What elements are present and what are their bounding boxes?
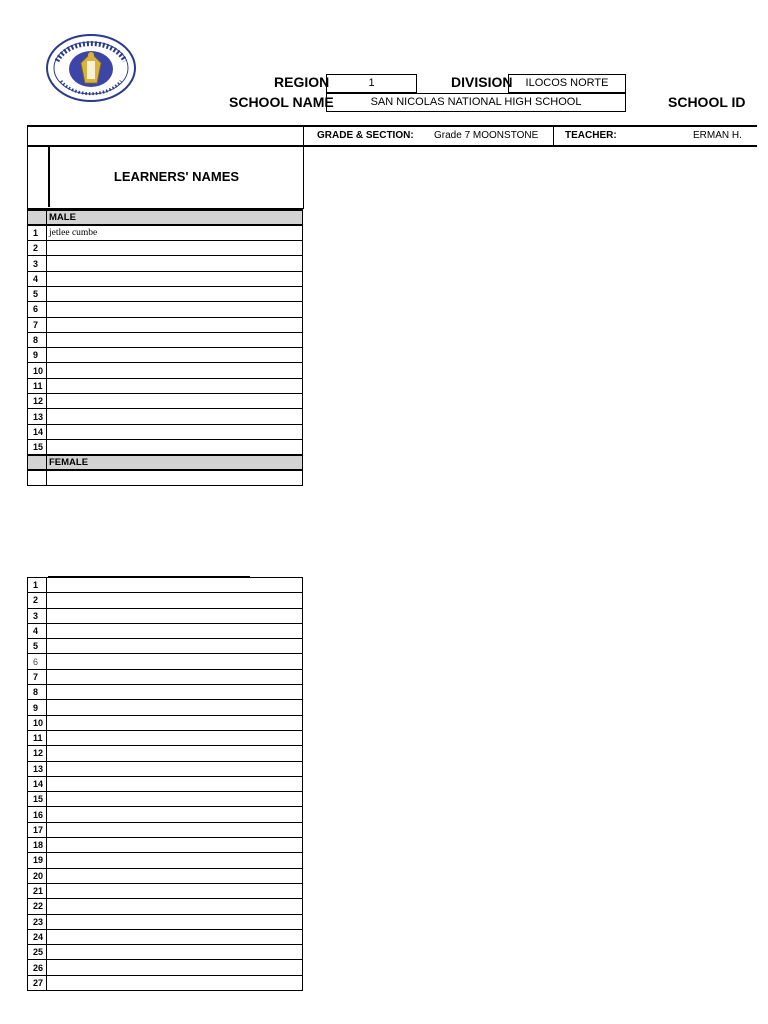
table-row [28, 623, 303, 638]
row-number: 6 [28, 654, 47, 669]
row-number: 22 [28, 899, 47, 914]
row-number: 14 [28, 776, 47, 791]
table-row [28, 685, 303, 700]
learner-name-cell[interactable] [47, 807, 303, 822]
learner-name-cell[interactable] [47, 256, 303, 271]
table-row [28, 363, 303, 378]
row-number: 4 [28, 271, 47, 286]
row-number: 17 [28, 822, 47, 837]
table-row [28, 654, 303, 669]
table-row [28, 608, 303, 623]
school-id-label: SCHOOL ID [668, 94, 746, 110]
region-label: REGION [274, 74, 330, 90]
table-row [28, 776, 303, 791]
section-label: FEMALE [47, 455, 303, 470]
learner-name-cell[interactable] [47, 868, 303, 883]
table-row [28, 960, 303, 975]
school-name-label: SCHOOL NAME [229, 94, 334, 110]
row-number: 16 [28, 807, 47, 822]
learner-name-cell[interactable] [47, 838, 303, 853]
row-number: 14 [28, 424, 47, 439]
deped-seal-icon [45, 33, 137, 103]
section-row [28, 455, 303, 470]
learner-name-cell[interactable] [47, 822, 303, 837]
row-number: 2 [28, 241, 47, 256]
table-row [28, 807, 303, 822]
learner-name-cell[interactable] [47, 654, 303, 669]
table-row [28, 669, 303, 684]
table-row [28, 899, 303, 914]
table-row [28, 286, 303, 301]
table-row [28, 225, 303, 240]
learner-name-cell[interactable] [47, 685, 303, 700]
learner-name-cell[interactable] [47, 914, 303, 929]
row-number [28, 470, 47, 485]
learner-name-cell[interactable] [47, 271, 303, 286]
table-row [28, 838, 303, 853]
learner-name-cell[interactable] [47, 623, 303, 638]
learner-name-cell[interactable] [47, 608, 303, 623]
learner-name-cell[interactable] [47, 578, 303, 593]
learner-name-cell[interactable] [47, 776, 303, 791]
learner-name-cell[interactable] [47, 715, 303, 730]
row-number: 25 [28, 945, 47, 960]
learner-name-cell[interactable] [47, 746, 303, 761]
table-row [28, 822, 303, 837]
table-row [28, 593, 303, 608]
learner-name-cell[interactable] [47, 899, 303, 914]
table-row [28, 914, 303, 929]
row-number: 13 [28, 409, 47, 424]
table-row [28, 975, 303, 990]
table-row [28, 424, 303, 439]
table-row [28, 271, 303, 286]
learner-name-cell[interactable] [47, 639, 303, 654]
learner-name-cell[interactable] [47, 424, 303, 439]
division-field[interactable]: ILOCOS NORTE [508, 74, 626, 93]
row-number: 7 [28, 317, 47, 332]
learner-name-cell[interactable] [47, 593, 303, 608]
grade-section-value[interactable]: Grade 7 MOONSTONE [434, 130, 539, 141]
row-number: 24 [28, 929, 47, 944]
table-row [28, 256, 303, 271]
table-row [28, 746, 303, 761]
learner-name-cell[interactable] [47, 761, 303, 776]
table-row [28, 945, 303, 960]
learner-name-cell[interactable] [47, 853, 303, 868]
learner-name-cell[interactable] [47, 929, 303, 944]
row-number [28, 455, 47, 470]
row-number: 15 [28, 439, 47, 454]
row-number: 11 [28, 730, 47, 745]
table-row [28, 883, 303, 898]
table-row [28, 241, 303, 256]
row-number [28, 210, 47, 225]
table-row [28, 792, 303, 807]
row-number: 1 [28, 225, 47, 240]
table-row [28, 302, 303, 317]
row-number: 27 [28, 975, 47, 990]
row-number: 7 [28, 669, 47, 684]
row-number: 5 [28, 286, 47, 301]
table-row [28, 929, 303, 944]
learner-name-cell[interactable] [47, 378, 303, 393]
table-row [28, 332, 303, 347]
learner-name-cell[interactable] [47, 470, 303, 485]
row-number: 1 [28, 578, 47, 593]
row-number: 13 [28, 761, 47, 776]
table-row [28, 578, 303, 593]
learner-name-cell[interactable] [47, 317, 303, 332]
learner-name-cell[interactable] [47, 302, 303, 317]
table-row [28, 470, 303, 485]
teacher-label: TEACHER: [565, 130, 617, 141]
learners-table [27, 209, 303, 486]
learner-name-cell[interactable] [47, 363, 303, 378]
row-number: 10 [28, 363, 47, 378]
row-number: 20 [28, 868, 47, 883]
table-row [28, 761, 303, 776]
learner-name-cell[interactable] [47, 700, 303, 715]
table-row [28, 348, 303, 363]
row-number: 8 [28, 332, 47, 347]
row-number: 19 [28, 853, 47, 868]
row-number: 15 [28, 792, 47, 807]
learner-name-cell[interactable] [47, 945, 303, 960]
row-number: 5 [28, 639, 47, 654]
region-field[interactable]: 1 [326, 74, 417, 93]
division-label: DIVISION [451, 74, 513, 90]
row-number: 2 [28, 593, 47, 608]
learner-name-cell[interactable] [47, 332, 303, 347]
row-number: 4 [28, 623, 47, 638]
table-row [28, 439, 303, 454]
row-number: 12 [28, 746, 47, 761]
learner-name-cell[interactable] [47, 883, 303, 898]
learner-name-cell[interactable] [47, 792, 303, 807]
row-number: 3 [28, 608, 47, 623]
learners-table-continued [27, 577, 303, 991]
table-row [28, 394, 303, 409]
learner-name-cell[interactable] [47, 730, 303, 745]
school-name-field[interactable]: SAN NICOLAS NATIONAL HIGH SCHOOL [326, 93, 626, 112]
learner-name-cell[interactable] [47, 394, 303, 409]
row-number: 12 [28, 394, 47, 409]
learner-name-cell[interactable] [47, 286, 303, 301]
table-row [28, 639, 303, 654]
learner-name-cell[interactable]: jetlee cumbe [47, 225, 303, 240]
row-number: 10 [28, 715, 47, 730]
row-number: 6 [28, 302, 47, 317]
learner-name-cell[interactable] [47, 241, 303, 256]
table-row [28, 730, 303, 745]
learner-name-cell[interactable] [47, 348, 303, 363]
grade-section-label: GRADE & SECTION: [317, 130, 414, 141]
row-number: 11 [28, 378, 47, 393]
section-label: MALE [47, 210, 303, 225]
table-row [28, 868, 303, 883]
row-number: 21 [28, 883, 47, 898]
row-number: 26 [28, 960, 47, 975]
row-number: 18 [28, 838, 47, 853]
table-row [28, 409, 303, 424]
row-number: 8 [28, 685, 47, 700]
learners-names-header [27, 147, 304, 209]
learner-name-cell[interactable] [47, 439, 303, 454]
section-row [28, 210, 303, 225]
learner-name-cell[interactable] [47, 960, 303, 975]
table-row [28, 378, 303, 393]
table-row [28, 700, 303, 715]
row-number: 3 [28, 256, 47, 271]
learner-name-cell[interactable] [47, 975, 303, 990]
table-row [28, 715, 303, 730]
row-number: 9 [28, 700, 47, 715]
teacher-value[interactable]: ERMAN H. [693, 130, 742, 141]
row-number: 9 [28, 348, 47, 363]
grade-section-bar [27, 125, 757, 147]
row-number: 23 [28, 914, 47, 929]
learner-name-cell[interactable] [47, 669, 303, 684]
table-row [28, 853, 303, 868]
learners-names-title: LEARNERS' NAMES [113, 169, 240, 184]
table-row [28, 317, 303, 332]
learner-name-cell[interactable] [47, 409, 303, 424]
